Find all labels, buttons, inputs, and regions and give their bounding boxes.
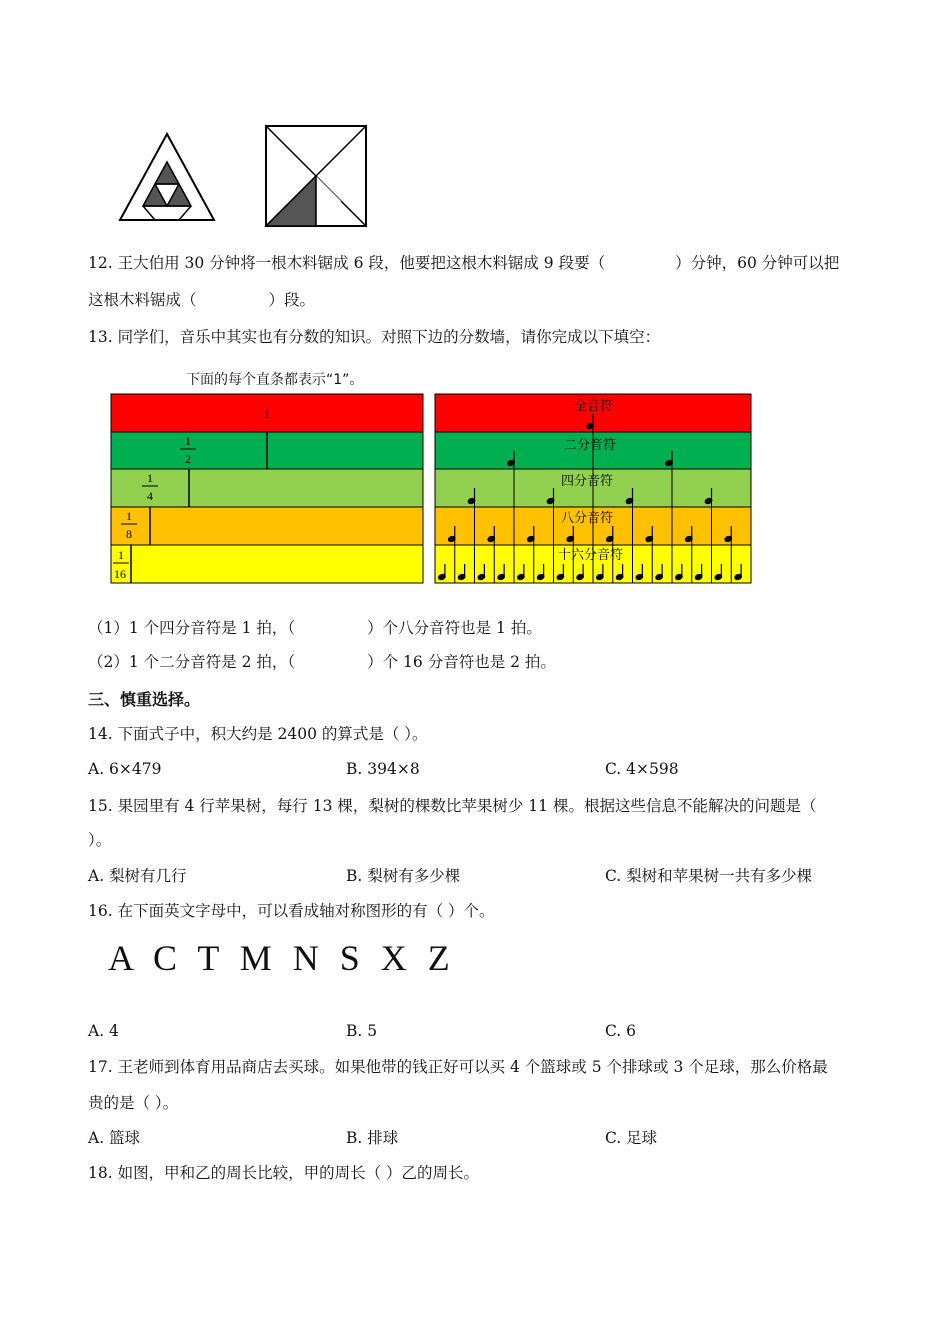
q17-option-b[interactable]: B. 排球 xyxy=(346,1129,399,1147)
fraction-half-den: 2 xyxy=(185,452,191,466)
q13-text: 13. 同学们，音乐中其实也有分数的知识。对照下边的分数墙，请你完成以下填空： xyxy=(88,328,661,346)
shaded-triangle-figure xyxy=(112,126,222,224)
fraction-wall-caption: 下面的每个直条都表示“1”。 xyxy=(186,372,364,388)
q15-option-a[interactable]: A. 梨树有几行 xyxy=(88,867,187,885)
q15-option-c[interactable]: C. 梨树和苹果树一共有多少棵 xyxy=(605,867,813,885)
q14-option-c[interactable]: C. 4×598 xyxy=(605,760,679,778)
fraction-whole-label: 1 xyxy=(264,407,270,421)
section-3-title: 三、慎重选择。 xyxy=(88,690,201,709)
q17-line1: 17. 王老师到体育用品商店去买球。如果他带的钱正好可以买 4 个篮球或 5 个排球或 3 个足球，那么价格最 xyxy=(88,1058,828,1076)
q17-option-a[interactable]: A. 篮球 xyxy=(88,1129,141,1147)
q14-text: 14. 下面式子中，积大约是 2400 的算式是（ ）。 xyxy=(88,725,428,743)
q17-option-c[interactable]: C. 足球 xyxy=(605,1129,658,1147)
q16-option-b[interactable]: B. 5 xyxy=(346,1022,378,1040)
note-label-half: 二分音符 xyxy=(564,438,617,453)
shaded-square-figure xyxy=(264,124,368,228)
note-wall xyxy=(434,393,752,585)
fraction-wall xyxy=(110,393,424,585)
q14-option-b[interactable]: B. 394×8 xyxy=(346,760,420,778)
note-label-whole: 全音符 xyxy=(574,399,614,414)
q12-line2: 这根木料锯成（ ）段。 xyxy=(88,291,316,309)
q17-line2: 贵的是（ ）。 xyxy=(88,1094,179,1112)
fraction-quarter-num: 1 xyxy=(147,471,153,485)
note-label-quarter: 四分音符 xyxy=(561,474,614,489)
q14-option-a[interactable]: A. 6×479 xyxy=(88,760,162,778)
q18-text: 18. 如图，甲和乙的周长比较，甲的周长（ ）乙的周长。 xyxy=(88,1164,480,1182)
note-label-eighth: 八分音符 xyxy=(561,511,614,526)
q16-letters: A C T M N S X Z xyxy=(108,938,456,978)
fraction-eighth-den: 8 xyxy=(126,527,132,541)
fraction-eighth-num: 1 xyxy=(126,509,132,523)
q16-option-c[interactable]: C. 6 xyxy=(605,1022,637,1040)
q13-sub1: （1）1 个四分音符是 1 拍，（ ）个八分音符也是 1 拍。 xyxy=(88,619,542,637)
q16-text: 16. 在下面英文字母中，可以看成轴对称图形的有（ ）个。 xyxy=(88,902,495,920)
note-label-sixteenth: 十六分音符 xyxy=(558,548,624,563)
q15-line2: ）。 xyxy=(88,831,112,849)
q13-sub2: （2）1 个二分音符是 2 拍，（ ）个 16 分音符也是 2 拍。 xyxy=(88,653,556,671)
fraction-sixteenth-den: 16 xyxy=(114,567,126,581)
q15-option-b[interactable]: B. 梨树有多少棵 xyxy=(346,867,461,885)
fraction-quarter-den: 4 xyxy=(147,489,153,503)
q12-line1: 12. 王大伯用 30 分钟将一根木料锯成 6 段，他要把这根木料锯成 9 段要（ ）分钟，60 分钟可以把 xyxy=(88,254,840,272)
fraction-half-num: 1 xyxy=(185,434,191,448)
fraction-sixteenth-num: 1 xyxy=(118,548,124,562)
q16-option-a[interactable]: A. 4 xyxy=(88,1022,119,1040)
q15-line1: 15. 果园里有 4 行苹果树，每行 13 棵，梨树的棵数比苹果树少 11 棵。根据这些信息不能解决的问题是（ xyxy=(88,797,817,815)
